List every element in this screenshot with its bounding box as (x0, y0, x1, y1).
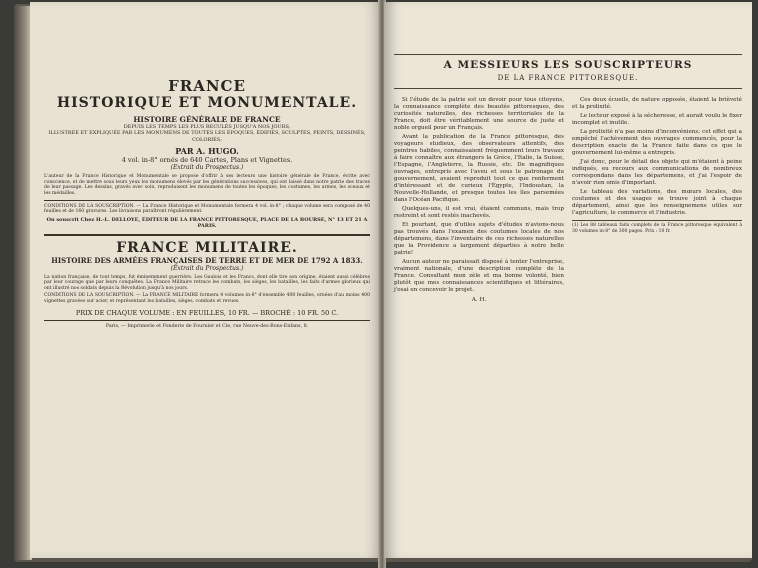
militaire-text: La nation française, de tout temps, fut éminemment guerrière. Les Gaulois et les Francs, dont elle tire son origine, étaient aussi célèbres par leur courage que par leurs conquêtes. La France Militaire retrace les combats, les sièges, les batailles, les faits d'armes glorieux qui ont illustré nos soldats depuis la Révolution jusqu'à nos jours. (44, 274, 370, 291)
volumes-line: 4 vol. in-8° ornés de 640 Cartes, Plans et Vignettes. (121, 156, 293, 165)
conditions-text: CONDITIONS DE LA SOUSCRIPTION. — La France Historique et Monumentale formera 4 vol. in-8° ; chaque volume sera composé de 40 feuilles et de 160 gravures. Les livraisons paraîtront régulièrement. (44, 203, 370, 215)
title-historique: HISTORIQUE ET MONUMENTALE. (56, 95, 358, 111)
double-divider (44, 234, 370, 236)
column-left (394, 97, 564, 304)
paragraph: La prolixité n'a pas moins d'inconvéniens; cet effet qui a empêché l'achèvement des ouvrages commencés, pour la description exacte de la France faite dans ce que le gouvernement lui-même a entrepris. (572, 129, 742, 156)
divider-2 (44, 320, 370, 321)
subtitle-illustree: ILLUSTRÉE ET EXPLIQUÉE PAR LES MONUMENS DE TOUTES LES ÉPOQUES, ÉDIFIÉS, SCULPTÉS, PEINTS, DESSINÉS, COLORIÉS; (48, 130, 366, 143)
paragraph: Avant la publication de la France pittoresque, des voyageurs studieux, des observateurs attentifs, des peintres habiles, connaissaient fréquemment leurs travaux à faire connaître aux étrangers la Grèce, l'Italie, la Suisse, l'Espagne, l'Angleterre, la Russie, etc. De magnifiques ouvrages, entrepris avec l'aveu et sous le patronage du gouvernement, avaient reproduit tout ce que renferment d'intéressant et de curieux l'Égypte, l'Indoustan, la Nouvelle-Hollande, et presque toutes les îles parsemées dans l'Océan Pacifique. (394, 134, 564, 203)
prospectus-text: L'auteur de la France Historique et Monumentale se propose d'offrir à ses lecteurs une histoire générale de France, écrite avec conscience, et de mettre sous leurs yeux les monumens élevés par les générations successives, qui ont laissé dans notre patrie des traces de leur passage. Les dessins, gravés avec soin, reproduisent les monumens de toutes les époques, les costumes, les armes, les sceaux et les médailles. (44, 174, 370, 196)
extract-note-2: (Extrait du Prospectus.) (170, 264, 244, 272)
left-page (30, 2, 380, 558)
price-line: PRIX DE CHAQUE VOLUME : EN FEUILLES, 10 FR. — BROCHÉ : 10 FR. 50 C. (75, 308, 339, 317)
subtitle-depuis: DEPUIS LES TEMPS LES PLUS RECULÉS JUSQU'A NOS JOURS, (123, 124, 291, 130)
extract-note: (Extrait du Prospectus.) (170, 164, 244, 172)
footnote: (1) Les 88 tableaux faits complets de la France pittoresque équivalent à 30 volumes in-8° de 300 pages. Prix : 10 fr. (572, 220, 742, 234)
page-subheading: DE LA FRANCE PITTORESQUE. (497, 74, 639, 82)
paragraph: J'ai donc, pour le détail des objets qui m'étaient à peine indiqués, eu recours aux communications de nombreux correspondans dans les départemens, et j'ai l'espoir de n'avoir rien omis d'important. (572, 159, 742, 186)
text-columns (394, 97, 742, 304)
paragraph: Aucun auteur ne paraissait disposé à tenter l'entreprise, vraiment nationale, d'une description complète de la France. Consultant mon zèle et ma bonne volonté, bien plutôt que mes connaissances scientifiques et littéraires, j'osai en concevoir le projet. (394, 259, 564, 293)
printer-footer: Paris, — Imprimerie et Fonderie de Fournier et Cie, rue Neuve-des-Bons-Enfans, 8. (105, 323, 309, 329)
paragraph: Le tableau des variations, des mœurs locales, des coutumes et des usages se trouve joint à chaque département, ainsi que les renseignemens utiles sur l'agriculture, le commerce et l'industrie. (572, 189, 742, 216)
title-france: FRANCE (168, 77, 246, 95)
title-france-militaire: FRANCE MILITAIRE. (116, 239, 298, 256)
column-right (572, 97, 742, 304)
divider (44, 200, 370, 201)
paragraph: Quelques-uns, il est vrai, étaient communs, mais trop restreint et sont restés inachevés. (394, 206, 564, 219)
heading-box (394, 54, 742, 89)
page-heading: A MESSIEURS LES SOUSCRIPTEURS (443, 59, 693, 71)
paragraph: Le lecteur exposé à la sécheresse, et aurait voulu le fixer incomplet et inutile. (572, 113, 743, 126)
right-page (384, 2, 752, 558)
paragraph: Ces deux écueils, de nature opposée, étaient la brièveté et la prolixité. (572, 97, 742, 110)
paragraph: Si l'étude de la patrie est un devoir pour tous citoyens, la connaissance complète des beautés pittoresques, des curiosités naturelles, des richesses territoriales de la France, doit être véritablement une source de juste et noble orgueil pour un Français. (394, 97, 564, 131)
signature: A. H. (471, 297, 487, 303)
subtitle-histoire: HISTOIRE GÉNÉRALE DE FRANCE (133, 115, 281, 124)
publisher-line: On souscrit Chez H.-L. DELLOYE, ÉDITEUR DE LA FRANCE PITTORESQUE, PLACE DE LA BOURSE, N° 13 ET 21 A PARIS. (46, 216, 368, 230)
paragraph: Et pourtant, que d'utiles sujets d'études n'avions-nous pas trouvés dans l'examen des coutumes locales de nos départemens, dans l'inventaire de ces richesses naturelles que la Providence a largement départies à notre belle patrie! (394, 222, 564, 256)
author-line: PAR A. HUGO. (175, 146, 239, 157)
conditions-militaire: CONDITIONS DE LA SOUSCRIPTION. — La FRANCE MILITAIRE formera 4 volumes in-8° d'ensemble 400 feuilles, ornées d'au moins 400 vignettes gravées sur acier, et représentant les batailles, sièges, combats et revues. (44, 293, 370, 304)
subtitle-militaire: HISTOIRE DES ARMÉES FRANÇAISES DE TERRE ET DE MER DE 1792 A 1833. (51, 255, 363, 265)
